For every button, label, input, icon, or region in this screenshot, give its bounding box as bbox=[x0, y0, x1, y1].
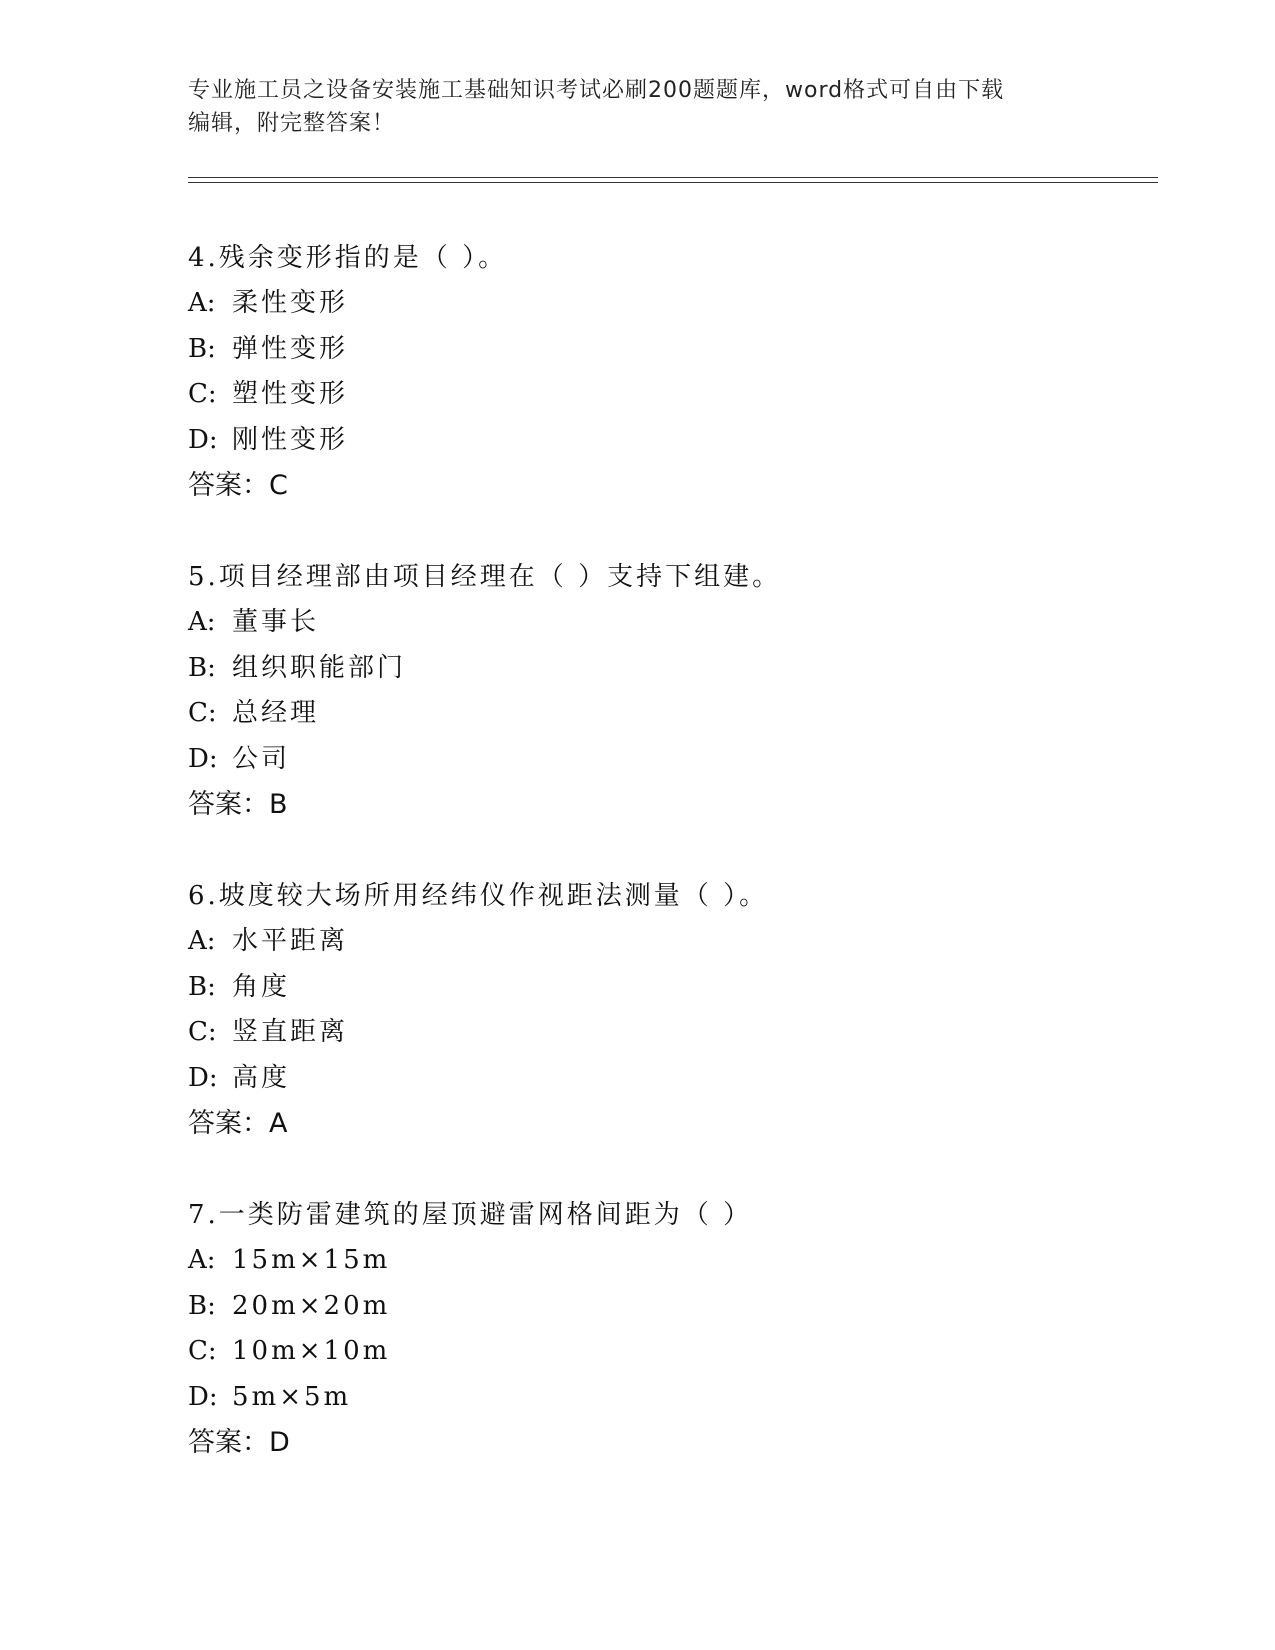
option-d bbox=[188, 1375, 1138, 1421]
option-text: 总经理 bbox=[232, 698, 320, 728]
option-text: 5m×5m bbox=[232, 1381, 352, 1412]
question-stem: 5.项目经理部由项目经理在（ ）支持下组建。 bbox=[188, 562, 782, 592]
option-c bbox=[188, 1329, 1138, 1375]
option-text: 组织职能部门 bbox=[232, 652, 407, 683]
answer-value: C bbox=[269, 470, 288, 501]
option-key: C: bbox=[188, 1336, 217, 1366]
question-5 bbox=[188, 554, 1138, 828]
option-c bbox=[188, 691, 1138, 737]
option-key: C: bbox=[188, 379, 217, 409]
option-key: C: bbox=[188, 698, 217, 728]
option-c bbox=[188, 1010, 1138, 1056]
option-key: B: bbox=[188, 971, 216, 1002]
option-a bbox=[188, 919, 1138, 965]
answer-line bbox=[188, 463, 1138, 509]
option-key: A: bbox=[188, 1245, 216, 1275]
option-key: B: bbox=[188, 333, 216, 364]
option-b bbox=[188, 327, 1138, 373]
option-text: 柔性变形 bbox=[232, 288, 349, 318]
answer-label: 答案： bbox=[188, 1427, 269, 1458]
option-text: 20m×20m bbox=[232, 1290, 391, 1321]
option-key: D: bbox=[188, 1062, 218, 1093]
option-d bbox=[188, 1056, 1138, 1102]
option-text: 15m×15m bbox=[232, 1245, 391, 1275]
option-a bbox=[188, 281, 1138, 327]
option-a bbox=[188, 600, 1138, 646]
option-text: 弹性变形 bbox=[232, 333, 349, 364]
option-key: D: bbox=[188, 743, 218, 774]
option-text: 塑性变形 bbox=[232, 379, 349, 409]
option-text: 高度 bbox=[232, 1062, 291, 1093]
answer-value: D bbox=[269, 1427, 290, 1458]
option-key: D: bbox=[188, 1381, 218, 1412]
answer-value: B bbox=[269, 789, 288, 820]
option-key: B: bbox=[188, 652, 216, 683]
option-key: D: bbox=[188, 424, 218, 455]
question-stem: 4.残余变形指的是（ ）。 bbox=[188, 243, 508, 273]
question-4 bbox=[188, 235, 1138, 509]
answer-label: 答案： bbox=[188, 1108, 269, 1139]
question-7 bbox=[188, 1192, 1138, 1466]
question-6 bbox=[188, 873, 1138, 1147]
option-b bbox=[188, 1284, 1138, 1330]
answer-label: 答案： bbox=[188, 470, 269, 501]
option-text: 角度 bbox=[232, 971, 291, 1002]
answer-value: A bbox=[269, 1108, 288, 1139]
option-key: B: bbox=[188, 1290, 216, 1321]
option-key: A: bbox=[188, 607, 216, 637]
option-key: A: bbox=[188, 926, 216, 956]
option-b bbox=[188, 965, 1138, 1011]
option-text: 董事长 bbox=[232, 607, 320, 637]
header-divider-bottom bbox=[188, 182, 1158, 183]
answer-label: 答案： bbox=[188, 789, 269, 820]
option-text: 刚性变形 bbox=[232, 424, 349, 455]
answer-line bbox=[188, 782, 1138, 828]
option-d bbox=[188, 737, 1138, 783]
option-c bbox=[188, 372, 1138, 418]
answer-line bbox=[188, 1420, 1138, 1466]
option-text: 公司 bbox=[232, 743, 291, 774]
option-key: A: bbox=[188, 288, 216, 318]
header-title-line-2: 编辑，附完整答案！ bbox=[188, 111, 396, 136]
option-key: C: bbox=[188, 1017, 217, 1047]
header-title-line-1: 专业施工员之设备安装施工基础知识考试必刷200题题库，word格式可自由下载 bbox=[188, 78, 1005, 103]
option-d bbox=[188, 418, 1138, 464]
header-divider-top bbox=[188, 177, 1158, 178]
document-header bbox=[188, 74, 1088, 140]
option-b bbox=[188, 646, 1138, 692]
question-stem: 6.坡度较大场所用经纬仪作视距法测量（ ）。 bbox=[188, 881, 769, 911]
answer-line bbox=[188, 1101, 1138, 1147]
option-text: 竖直距离 bbox=[232, 1017, 349, 1047]
option-text: 10m×10m bbox=[232, 1336, 391, 1366]
option-text: 水平距离 bbox=[232, 926, 349, 956]
question-stem: 7.一类防雷建筑的屋顶避雷网格间距为（ ） bbox=[188, 1200, 753, 1230]
option-a bbox=[188, 1238, 1138, 1284]
